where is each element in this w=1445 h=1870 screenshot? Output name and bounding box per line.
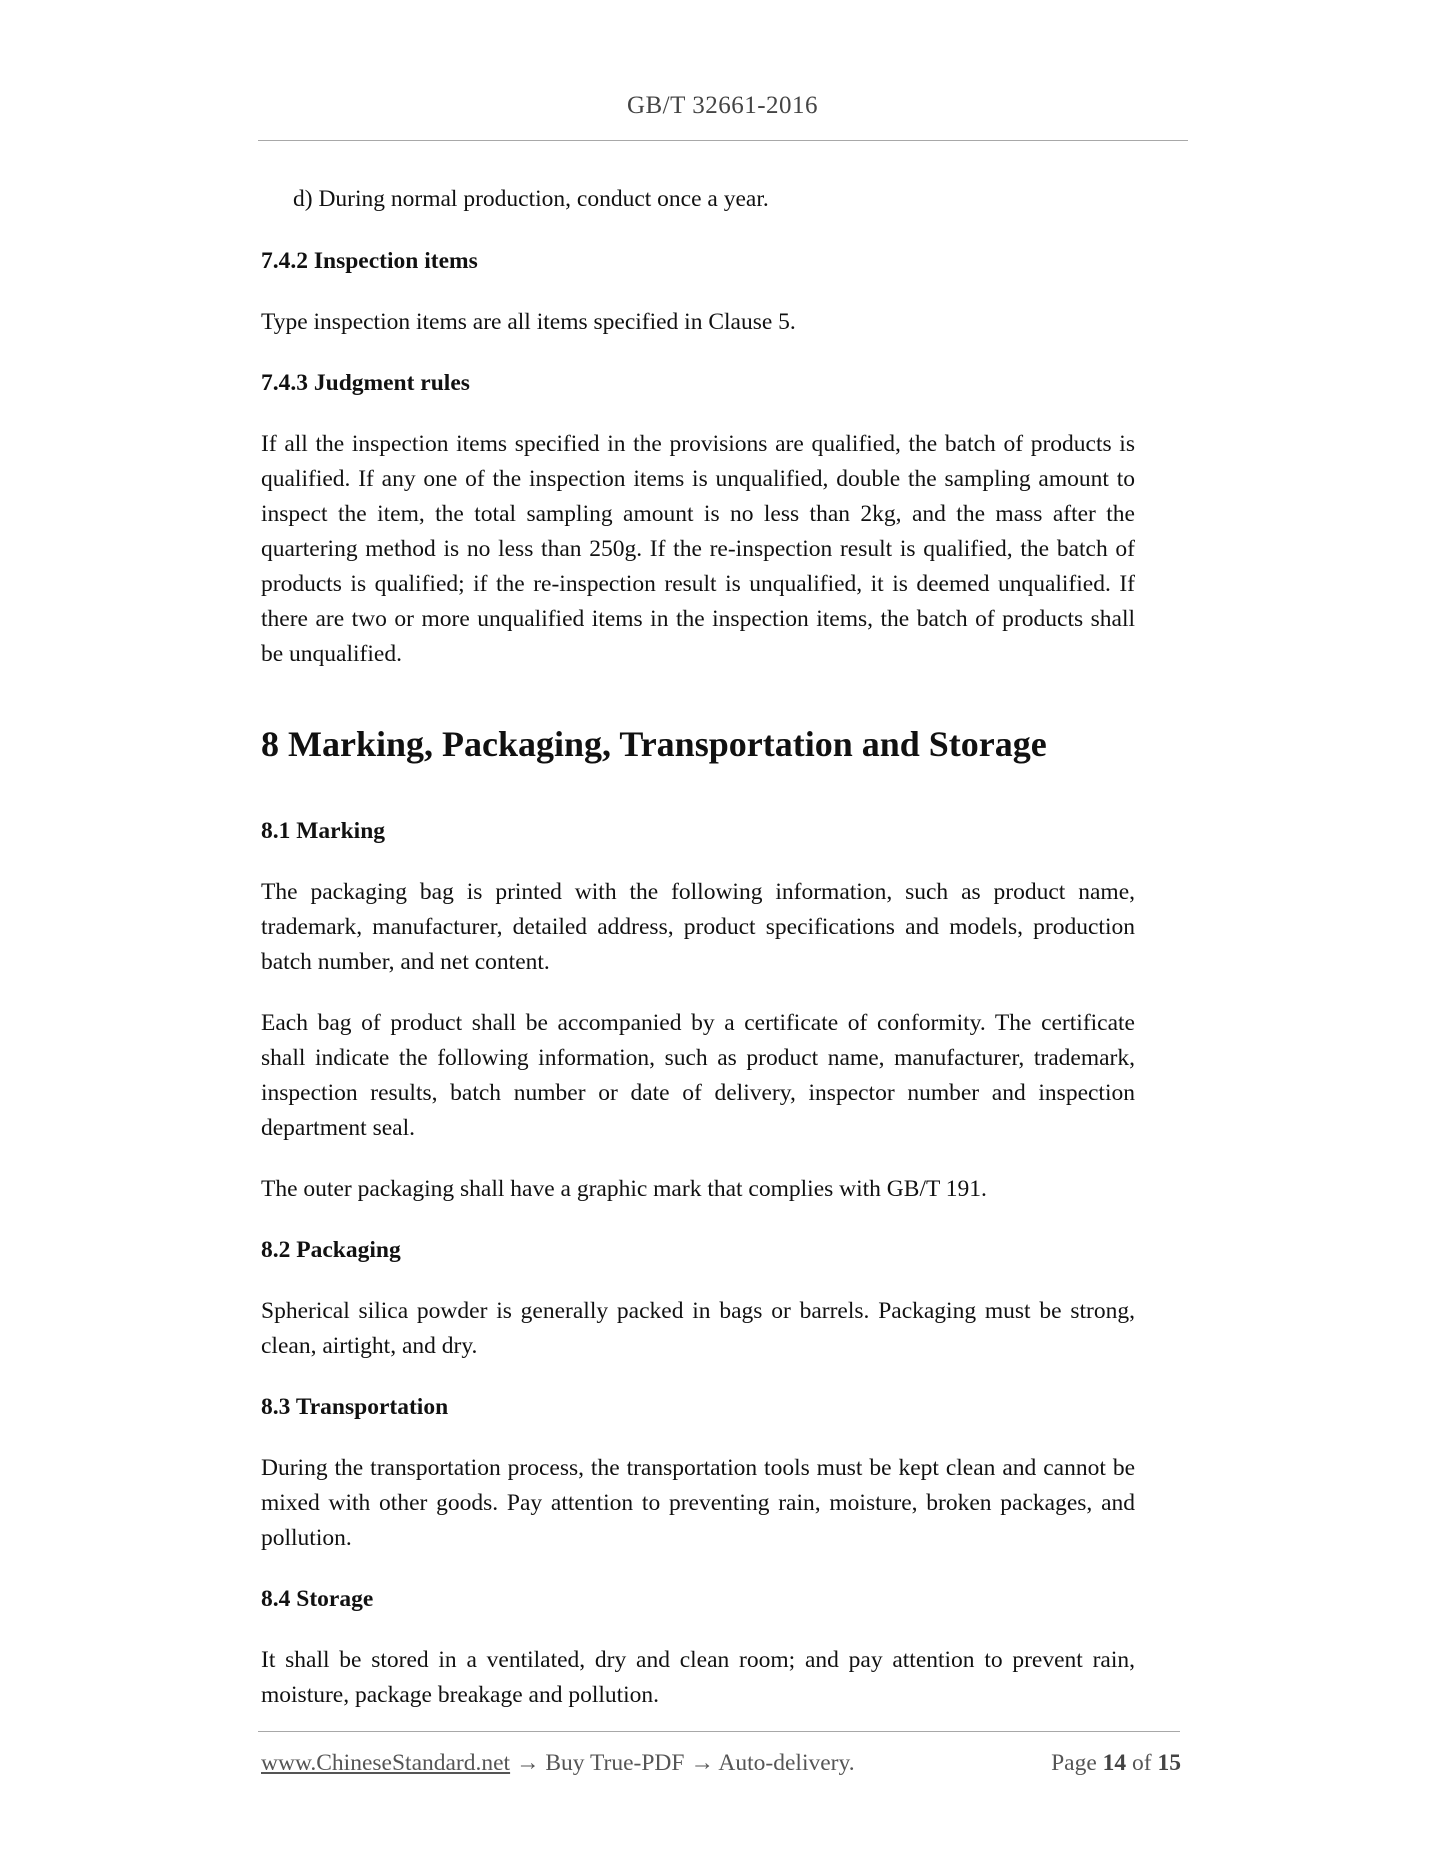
section-text-8-1-paragraph-3: The outer packaging shall have a graphic mark that complies with GB/T 191. <box>261 1176 987 1202</box>
section-text-8-4: It shall be stored in a ventilated, dry and clean room; and pay attention to prevent rain, moisture, package breakage and pollution. <box>261 1647 1135 1708</box>
header-divider <box>258 140 1188 141</box>
footer-divider <box>258 1731 1180 1732</box>
section-text-8-3: During the transportation process, the transportation tools must be kept clean and cannot be mixed with other goods. Pay attention to preventing rain, moisture, broken packages, and pollution. <box>261 1455 1135 1551</box>
section-heading-8-2: 8.2 Packaging <box>261 1237 401 1263</box>
section-heading-8-3: 8.3 Transportation <box>261 1394 449 1420</box>
auto-delivery-text: Auto-delivery. <box>718 1750 855 1776</box>
section-heading-8-1: 8.1 Marking <box>261 818 386 844</box>
section-heading-8-4: 8.4 Storage <box>261 1586 374 1612</box>
website-link[interactable]: www.ChineseStandard.net <box>261 1750 511 1776</box>
section-text-7-4-2: Type inspection items are all items specified in Clause 5. <box>261 309 796 335</box>
section-text-8-1-paragraph-2: Each bag of product shall be accompanied by a certificate of conformity. The certificate shall indicate the following information, such as product name, manufacturer, trademark, inspection results, batch number or date of delivery, inspector number and inspection department seal. <box>261 1010 1135 1141</box>
page-indicator <box>1051 1750 1181 1777</box>
list-item-d: d) During normal production, conduct once a year. <box>293 186 769 212</box>
of-label: of <box>1132 1750 1152 1776</box>
section-text-8-2: Spherical silica powder is generally packed in bags or barrels. Packaging must be strong, clean, airtight, and dry. <box>261 1298 1135 1359</box>
document-body <box>261 182 1135 1739</box>
buy-pdf-text: Buy True-PDF <box>545 1750 685 1776</box>
section-heading-7-4-3: 7.4.3 Judgment rules <box>261 370 470 396</box>
section-text-7-4-3: If all the inspection items specified in the provisions are qualified, the batch of products is qualified. If any one of the inspection items is unqualified, double the sampling amount to inspect the item, the total sampling amount is no less than 2kg, and the mass after the quartering method is no less than 250g. If the re-inspection result is qualified, the batch of products is qualified; if the re-inspection result is unqualified, it is deemed unqualified. If there are two or more unqualified items in the inspection items, the batch of products shall be unqualified. <box>261 431 1135 667</box>
arrow-right-icon: → <box>690 1750 714 1776</box>
footer-promo <box>261 1750 855 1777</box>
page-number: 14 <box>1102 1750 1127 1776</box>
chapter-heading-8: 8 Marking, Packaging, Transportation and Storage <box>261 724 1047 764</box>
page-label: Page <box>1051 1750 1097 1776</box>
arrow-right-icon: → <box>515 1750 540 1776</box>
total-pages: 15 <box>1157 1750 1181 1776</box>
section-heading-7-4-2: 7.4.2 Inspection items <box>261 248 478 274</box>
document-header-title: GB/T 32661-2016 <box>626 92 819 119</box>
section-text-8-1-paragraph-1: The packaging bag is printed with the following information, such as product name, trademark, manufacturer, detailed address, product specifications and models, production batch number, and net content. <box>261 879 1135 975</box>
